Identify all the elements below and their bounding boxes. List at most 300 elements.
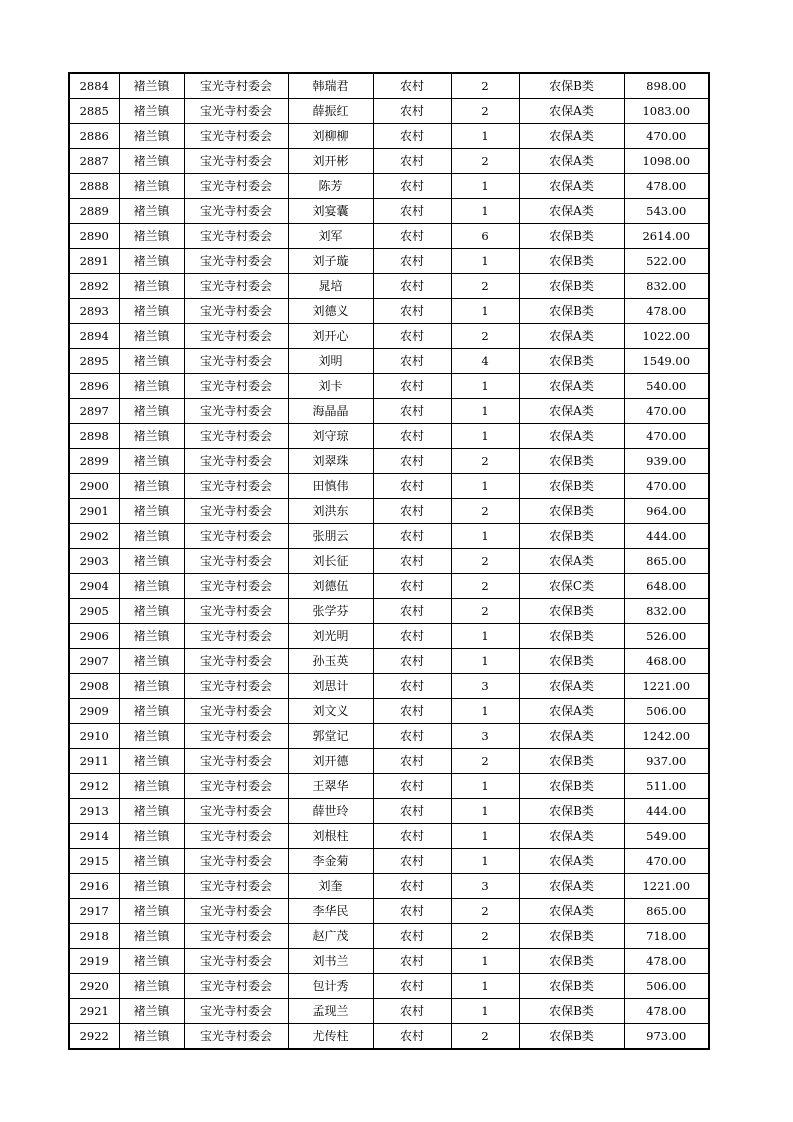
table-row: [69, 274, 709, 299]
table-row: [69, 724, 709, 749]
table-row: [69, 499, 709, 524]
name-cell: 赵广茂: [288, 924, 373, 949]
serial-number-cell: 2887: [69, 149, 119, 174]
insurance-category-cell: 农保A类: [519, 874, 624, 899]
table-row: [69, 924, 709, 949]
household-size-cell: 3: [451, 874, 519, 899]
residence-type-cell: 农村: [373, 249, 451, 274]
serial-number-cell: 2919: [69, 949, 119, 974]
village-committee-cell: 宝光寺村委会: [184, 1024, 288, 1050]
insurance-category-cell: 农保A类: [519, 199, 624, 224]
residence-type-cell: 农村: [373, 949, 451, 974]
insurance-category-cell: 农保A类: [519, 174, 624, 199]
town-cell: 褚兰镇: [119, 274, 184, 299]
serial-number-cell: 2884: [69, 73, 119, 99]
amount-cell: 937.00: [624, 749, 709, 774]
insurance-category-cell: 农保B类: [519, 349, 624, 374]
household-size-cell: 1: [451, 799, 519, 824]
name-cell: 刘翠珠: [288, 449, 373, 474]
household-size-cell: 2: [451, 549, 519, 574]
town-cell: 褚兰镇: [119, 824, 184, 849]
name-cell: 郭堂记: [288, 724, 373, 749]
table-body: [69, 73, 709, 1049]
serial-number-cell: 2905: [69, 599, 119, 624]
town-cell: 褚兰镇: [119, 349, 184, 374]
table-row: [69, 299, 709, 324]
village-committee-cell: 宝光寺村委会: [184, 449, 288, 474]
household-size-cell: 2: [451, 574, 519, 599]
residence-type-cell: 农村: [373, 799, 451, 824]
insurance-category-cell: 农保B类: [519, 299, 624, 324]
town-cell: 褚兰镇: [119, 149, 184, 174]
serial-number-cell: 2903: [69, 549, 119, 574]
serial-number-cell: 2888: [69, 174, 119, 199]
serial-number-cell: 2901: [69, 499, 119, 524]
village-committee-cell: 宝光寺村委会: [184, 224, 288, 249]
residence-type-cell: 农村: [373, 749, 451, 774]
table-row: [69, 374, 709, 399]
amount-cell: 506.00: [624, 974, 709, 999]
residence-type-cell: 农村: [373, 424, 451, 449]
town-cell: 褚兰镇: [119, 549, 184, 574]
residence-type-cell: 农村: [373, 124, 451, 149]
amount-cell: 939.00: [624, 449, 709, 474]
table-row: [69, 749, 709, 774]
amount-cell: 526.00: [624, 624, 709, 649]
town-cell: 褚兰镇: [119, 749, 184, 774]
household-size-cell: 1: [451, 174, 519, 199]
town-cell: 褚兰镇: [119, 199, 184, 224]
serial-number-cell: 2915: [69, 849, 119, 874]
name-cell: 刘开德: [288, 749, 373, 774]
village-committee-cell: 宝光寺村委会: [184, 599, 288, 624]
residence-type-cell: 农村: [373, 899, 451, 924]
amount-cell: 1098.00: [624, 149, 709, 174]
name-cell: 刘文义: [288, 699, 373, 724]
household-size-cell: 3: [451, 674, 519, 699]
amount-cell: 540.00: [624, 374, 709, 399]
table-row: [69, 149, 709, 174]
household-size-cell: 2: [451, 924, 519, 949]
town-cell: 褚兰镇: [119, 974, 184, 999]
insurance-category-cell: 农保A类: [519, 549, 624, 574]
household-size-cell: 1: [451, 624, 519, 649]
table-row: [69, 974, 709, 999]
residence-type-cell: 农村: [373, 224, 451, 249]
village-committee-cell: 宝光寺村委会: [184, 574, 288, 599]
household-size-cell: 1: [451, 849, 519, 874]
residence-type-cell: 农村: [373, 399, 451, 424]
insurance-category-cell: 农保B类: [519, 274, 624, 299]
serial-number-cell: 2890: [69, 224, 119, 249]
insurance-category-cell: 农保B类: [519, 73, 624, 99]
amount-cell: 1221.00: [624, 674, 709, 699]
table-row: [69, 699, 709, 724]
amount-cell: 973.00: [624, 1024, 709, 1050]
household-size-cell: 1: [451, 774, 519, 799]
residence-type-cell: 农村: [373, 73, 451, 99]
household-size-cell: 3: [451, 724, 519, 749]
insurance-category-cell: 农保B类: [519, 1024, 624, 1050]
residence-type-cell: 农村: [373, 874, 451, 899]
amount-cell: 444.00: [624, 799, 709, 824]
household-size-cell: 2: [451, 324, 519, 349]
amount-cell: 1549.00: [624, 349, 709, 374]
table-row: [69, 124, 709, 149]
name-cell: 刘军: [288, 224, 373, 249]
insurance-category-cell: 农保A类: [519, 124, 624, 149]
insurance-category-cell: 农保A类: [519, 99, 624, 124]
table-row: [69, 799, 709, 824]
town-cell: 褚兰镇: [119, 249, 184, 274]
insurance-category-cell: 农保A类: [519, 824, 624, 849]
household-size-cell: 2: [451, 449, 519, 474]
serial-number-cell: 2900: [69, 474, 119, 499]
name-cell: 海晶晶: [288, 399, 373, 424]
residence-type-cell: 农村: [373, 1024, 451, 1050]
village-committee-cell: 宝光寺村委会: [184, 999, 288, 1024]
insurance-category-cell: 农保A类: [519, 324, 624, 349]
table-row: [69, 824, 709, 849]
residence-type-cell: 农村: [373, 649, 451, 674]
household-size-cell: 6: [451, 224, 519, 249]
table-row: [69, 224, 709, 249]
village-committee-cell: 宝光寺村委会: [184, 249, 288, 274]
table-row: [69, 999, 709, 1024]
name-cell: 陈芳: [288, 174, 373, 199]
amount-cell: 865.00: [624, 899, 709, 924]
town-cell: 褚兰镇: [119, 424, 184, 449]
residence-type-cell: 农村: [373, 449, 451, 474]
amount-cell: 1221.00: [624, 874, 709, 899]
insurance-category-cell: 农保B类: [519, 924, 624, 949]
insurance-category-cell: 农保A类: [519, 424, 624, 449]
residence-type-cell: 农村: [373, 699, 451, 724]
insurance-category-cell: 农保A类: [519, 399, 624, 424]
amount-cell: 478.00: [624, 174, 709, 199]
insurance-category-cell: 农保B类: [519, 599, 624, 624]
name-cell: 刘洪东: [288, 499, 373, 524]
name-cell: 薛世玲: [288, 799, 373, 824]
amount-cell: 865.00: [624, 549, 709, 574]
town-cell: 褚兰镇: [119, 574, 184, 599]
town-cell: 褚兰镇: [119, 474, 184, 499]
household-size-cell: 2: [451, 899, 519, 924]
table-row: [69, 324, 709, 349]
household-size-cell: 2: [451, 149, 519, 174]
residence-type-cell: 农村: [373, 299, 451, 324]
table-row: [69, 474, 709, 499]
household-size-cell: 2: [451, 599, 519, 624]
table-row: [69, 73, 709, 99]
town-cell: 褚兰镇: [119, 1024, 184, 1050]
table-row: [69, 199, 709, 224]
town-cell: 褚兰镇: [119, 224, 184, 249]
serial-number-cell: 2912: [69, 774, 119, 799]
household-size-cell: 1: [451, 474, 519, 499]
serial-number-cell: 2907: [69, 649, 119, 674]
amount-cell: 470.00: [624, 849, 709, 874]
serial-number-cell: 2909: [69, 699, 119, 724]
table-row: [69, 549, 709, 574]
amount-cell: 478.00: [624, 949, 709, 974]
village-committee-cell: 宝光寺村委会: [184, 499, 288, 524]
village-committee-cell: 宝光寺村委会: [184, 949, 288, 974]
name-cell: 刘思计: [288, 674, 373, 699]
village-committee-cell: 宝光寺村委会: [184, 424, 288, 449]
amount-cell: 470.00: [624, 124, 709, 149]
town-cell: 褚兰镇: [119, 649, 184, 674]
village-committee-cell: 宝光寺村委会: [184, 674, 288, 699]
town-cell: 褚兰镇: [119, 774, 184, 799]
name-cell: 刘开心: [288, 324, 373, 349]
village-committee-cell: 宝光寺村委会: [184, 124, 288, 149]
town-cell: 褚兰镇: [119, 524, 184, 549]
village-committee-cell: 宝光寺村委会: [184, 274, 288, 299]
table-row: [69, 649, 709, 674]
village-committee-cell: 宝光寺村委会: [184, 149, 288, 174]
table-row: [69, 599, 709, 624]
amount-cell: 444.00: [624, 524, 709, 549]
name-cell: 张学芬: [288, 599, 373, 624]
name-cell: 刘奎: [288, 874, 373, 899]
name-cell: 刘根柱: [288, 824, 373, 849]
name-cell: 李华民: [288, 899, 373, 924]
residence-type-cell: 农村: [373, 774, 451, 799]
village-committee-cell: 宝光寺村委会: [184, 399, 288, 424]
household-size-cell: 1: [451, 524, 519, 549]
amount-cell: 832.00: [624, 274, 709, 299]
serial-number-cell: 2895: [69, 349, 119, 374]
residence-type-cell: 农村: [373, 474, 451, 499]
town-cell: 褚兰镇: [119, 599, 184, 624]
household-size-cell: 2: [451, 274, 519, 299]
insurance-category-cell: 农保B类: [519, 524, 624, 549]
household-size-cell: 4: [451, 349, 519, 374]
town-cell: 褚兰镇: [119, 699, 184, 724]
name-cell: 晁培: [288, 274, 373, 299]
household-size-cell: 1: [451, 949, 519, 974]
table-row: [69, 424, 709, 449]
town-cell: 褚兰镇: [119, 124, 184, 149]
insurance-category-cell: 农保A类: [519, 849, 624, 874]
amount-cell: 964.00: [624, 499, 709, 524]
table-row: [69, 249, 709, 274]
name-cell: 刘开彬: [288, 149, 373, 174]
town-cell: 褚兰镇: [119, 949, 184, 974]
household-size-cell: 1: [451, 824, 519, 849]
name-cell: 刘卡: [288, 374, 373, 399]
amount-cell: 549.00: [624, 824, 709, 849]
household-size-cell: 1: [451, 649, 519, 674]
serial-number-cell: 2892: [69, 274, 119, 299]
village-committee-cell: 宝光寺村委会: [184, 199, 288, 224]
serial-number-cell: 2904: [69, 574, 119, 599]
household-size-cell: 1: [451, 374, 519, 399]
residence-type-cell: 农村: [373, 574, 451, 599]
household-size-cell: 1: [451, 249, 519, 274]
household-size-cell: 2: [451, 749, 519, 774]
amount-cell: 898.00: [624, 73, 709, 99]
town-cell: 褚兰镇: [119, 99, 184, 124]
village-committee-cell: 宝光寺村委会: [184, 699, 288, 724]
town-cell: 褚兰镇: [119, 299, 184, 324]
insurance-category-cell: 农保B类: [519, 224, 624, 249]
village-committee-cell: 宝光寺村委会: [184, 174, 288, 199]
residence-type-cell: 农村: [373, 349, 451, 374]
insurance-category-cell: 农保A类: [519, 899, 624, 924]
serial-number-cell: 2917: [69, 899, 119, 924]
serial-number-cell: 2896: [69, 374, 119, 399]
village-committee-cell: 宝光寺村委会: [184, 374, 288, 399]
residence-type-cell: 农村: [373, 374, 451, 399]
table-row: [69, 624, 709, 649]
village-committee-cell: 宝光寺村委会: [184, 99, 288, 124]
name-cell: 孟现兰: [288, 999, 373, 1024]
residence-type-cell: 农村: [373, 599, 451, 624]
residence-type-cell: 农村: [373, 974, 451, 999]
amount-cell: 718.00: [624, 924, 709, 949]
insurance-category-cell: 农保A类: [519, 674, 624, 699]
residence-type-cell: 农村: [373, 274, 451, 299]
village-committee-cell: 宝光寺村委会: [184, 524, 288, 549]
name-cell: 刘子璇: [288, 249, 373, 274]
table-row: [69, 449, 709, 474]
town-cell: 褚兰镇: [119, 449, 184, 474]
amount-cell: 470.00: [624, 399, 709, 424]
village-committee-cell: 宝光寺村委会: [184, 474, 288, 499]
amount-cell: 832.00: [624, 599, 709, 624]
village-committee-cell: 宝光寺村委会: [184, 299, 288, 324]
insurance-category-cell: 农保C类: [519, 574, 624, 599]
serial-number-cell: 2902: [69, 524, 119, 549]
residence-type-cell: 农村: [373, 524, 451, 549]
residence-type-cell: 农村: [373, 824, 451, 849]
residence-type-cell: 农村: [373, 199, 451, 224]
insurance-category-cell: 农保B类: [519, 624, 624, 649]
amount-cell: 1022.00: [624, 324, 709, 349]
town-cell: 褚兰镇: [119, 799, 184, 824]
residence-type-cell: 农村: [373, 674, 451, 699]
insurance-category-cell: 农保B类: [519, 774, 624, 799]
table-row: [69, 1024, 709, 1050]
serial-number-cell: 2899: [69, 449, 119, 474]
amount-cell: 470.00: [624, 474, 709, 499]
serial-number-cell: 2898: [69, 424, 119, 449]
insurance-category-cell: 农保B类: [519, 649, 624, 674]
serial-number-cell: 2916: [69, 874, 119, 899]
table-row: [69, 874, 709, 899]
village-committee-cell: 宝光寺村委会: [184, 724, 288, 749]
amount-cell: 543.00: [624, 199, 709, 224]
town-cell: 褚兰镇: [119, 724, 184, 749]
town-cell: 褚兰镇: [119, 374, 184, 399]
residence-type-cell: 农村: [373, 999, 451, 1024]
household-size-cell: 1: [451, 699, 519, 724]
name-cell: 张朋云: [288, 524, 373, 549]
amount-cell: 1083.00: [624, 99, 709, 124]
village-committee-cell: 宝光寺村委会: [184, 649, 288, 674]
village-committee-cell: 宝光寺村委会: [184, 549, 288, 574]
town-cell: 褚兰镇: [119, 899, 184, 924]
name-cell: 刘德义: [288, 299, 373, 324]
amount-cell: 506.00: [624, 699, 709, 724]
residence-type-cell: 农村: [373, 849, 451, 874]
serial-number-cell: 2885: [69, 99, 119, 124]
insurance-category-cell: 农保A类: [519, 699, 624, 724]
town-cell: 褚兰镇: [119, 999, 184, 1024]
village-committee-cell: 宝光寺村委会: [184, 774, 288, 799]
name-cell: 刘德伍: [288, 574, 373, 599]
village-committee-cell: 宝光寺村委会: [184, 849, 288, 874]
amount-cell: 468.00: [624, 649, 709, 674]
name-cell: 刘书兰: [288, 949, 373, 974]
name-cell: 韩瑞君: [288, 73, 373, 99]
insurance-category-cell: 农保A类: [519, 374, 624, 399]
serial-number-cell: 2921: [69, 999, 119, 1024]
town-cell: 褚兰镇: [119, 399, 184, 424]
residence-type-cell: 农村: [373, 624, 451, 649]
village-committee-cell: 宝光寺村委会: [184, 824, 288, 849]
serial-number-cell: 2891: [69, 249, 119, 274]
insurance-category-cell: 农保B类: [519, 949, 624, 974]
table-row: [69, 574, 709, 599]
village-committee-cell: 宝光寺村委会: [184, 749, 288, 774]
town-cell: 褚兰镇: [119, 674, 184, 699]
household-size-cell: 1: [451, 974, 519, 999]
residence-type-cell: 农村: [373, 149, 451, 174]
household-size-cell: 2: [451, 99, 519, 124]
household-size-cell: 1: [451, 399, 519, 424]
insurance-category-cell: 农保B类: [519, 999, 624, 1024]
name-cell: 刘守琼: [288, 424, 373, 449]
serial-number-cell: 2894: [69, 324, 119, 349]
table-row: [69, 399, 709, 424]
name-cell: 刘光明: [288, 624, 373, 649]
household-size-cell: 1: [451, 124, 519, 149]
town-cell: 褚兰镇: [119, 849, 184, 874]
residence-type-cell: 农村: [373, 499, 451, 524]
household-size-cell: 2: [451, 499, 519, 524]
table-row: [69, 524, 709, 549]
village-committee-cell: 宝光寺村委会: [184, 924, 288, 949]
amount-cell: 648.00: [624, 574, 709, 599]
table-row: [69, 674, 709, 699]
name-cell: 尤传柱: [288, 1024, 373, 1050]
table-row: [69, 99, 709, 124]
residence-type-cell: 农村: [373, 924, 451, 949]
name-cell: 刘明: [288, 349, 373, 374]
amount-cell: 478.00: [624, 299, 709, 324]
residence-type-cell: 农村: [373, 324, 451, 349]
village-committee-cell: 宝光寺村委会: [184, 974, 288, 999]
table-row: [69, 949, 709, 974]
insurance-category-cell: 农保A类: [519, 149, 624, 174]
village-committee-cell: 宝光寺村委会: [184, 324, 288, 349]
serial-number-cell: 2897: [69, 399, 119, 424]
serial-number-cell: 2920: [69, 974, 119, 999]
amount-cell: 470.00: [624, 424, 709, 449]
serial-number-cell: 2922: [69, 1024, 119, 1050]
name-cell: 包计秀: [288, 974, 373, 999]
village-committee-cell: 宝光寺村委会: [184, 899, 288, 924]
household-size-cell: 1: [451, 299, 519, 324]
residence-type-cell: 农村: [373, 549, 451, 574]
name-cell: 李金菊: [288, 849, 373, 874]
residence-type-cell: 农村: [373, 99, 451, 124]
table-row: [69, 849, 709, 874]
village-committee-cell: 宝光寺村委会: [184, 349, 288, 374]
